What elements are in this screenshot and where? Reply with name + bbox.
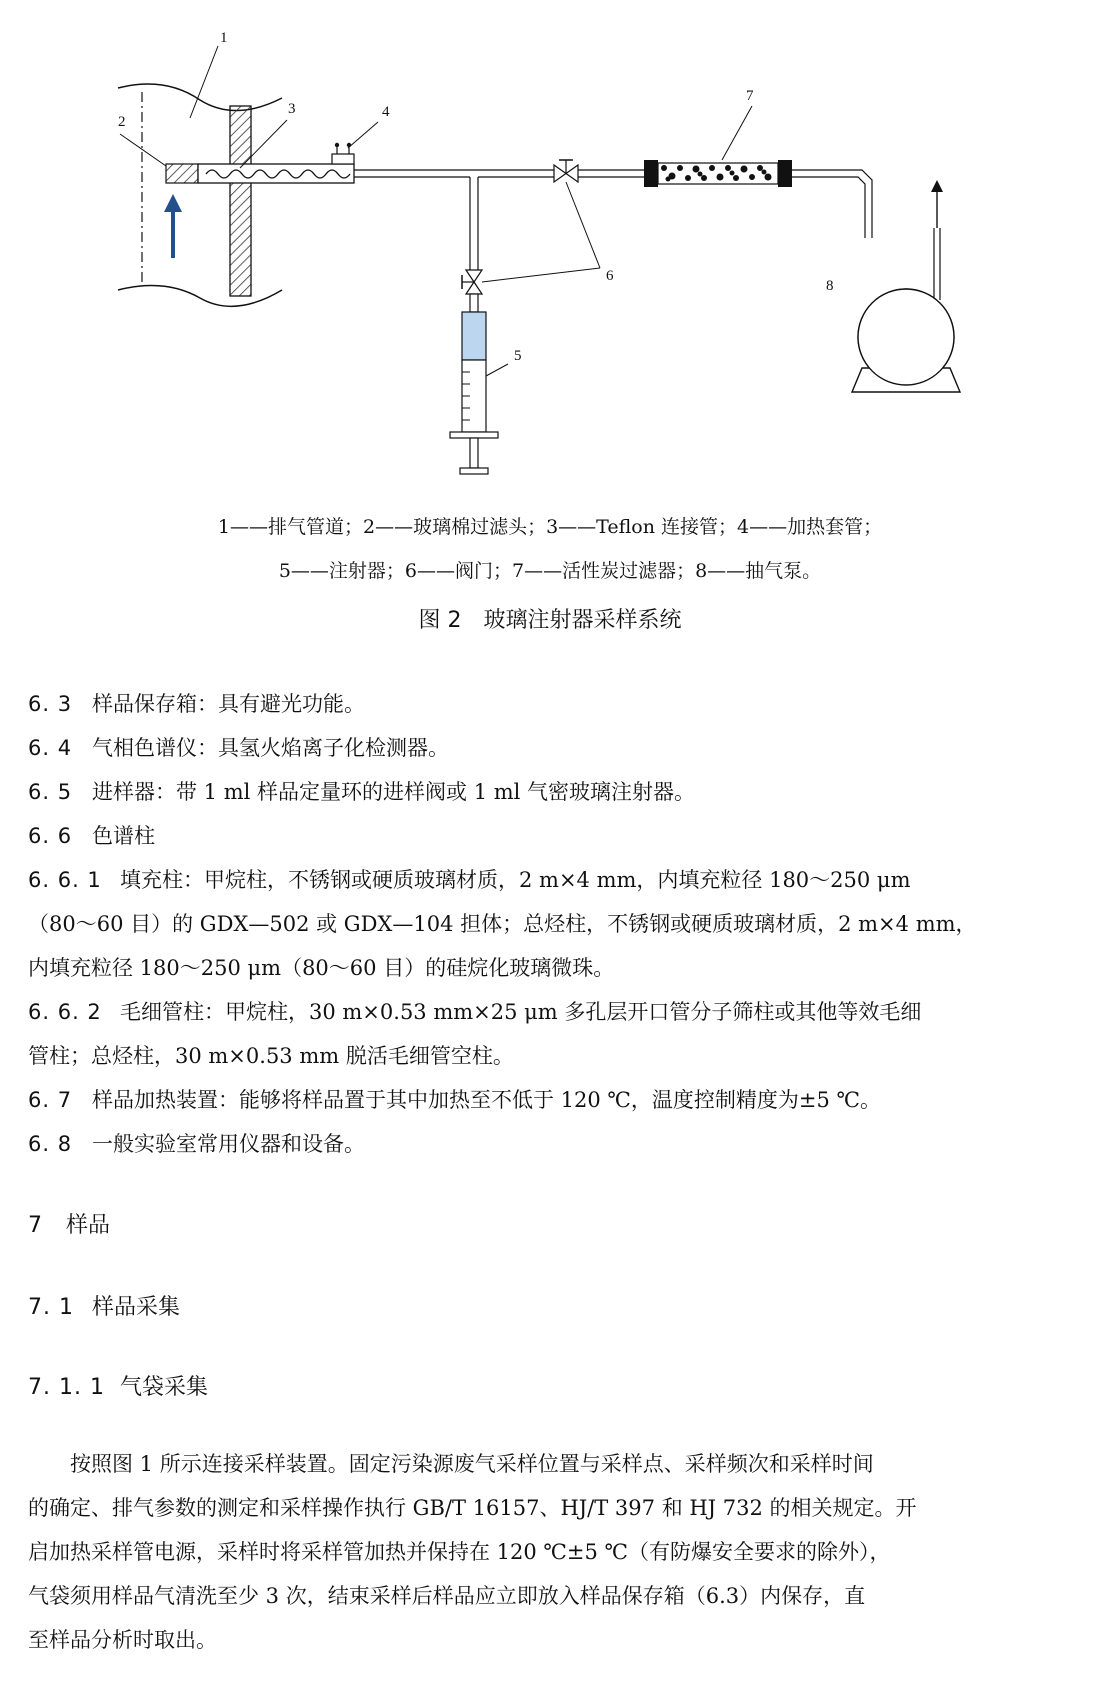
paragraph-line: 气袋须用样品气清洗至少 3 次，结束采样后样品应立即放入样品保存箱（6.3）内保存，直 [28,1584,866,1608]
figure-caption: 图 2 玻璃注射器采样系统 [418,608,682,633]
item-text: 色谱柱 [92,824,155,848]
gas-line [354,170,872,270]
item-6-6-2-line-1 [28,998,1078,1026]
item-6-6-1-line-2: （80～60 目）的 GDX—502 或 GDX—104 担体；总烃柱，不锈钢或硬质玻璃材质，2 m×4 mm， [28,912,977,936]
item-number: 6. 3 [28,692,73,716]
part-label-5: 5 [514,348,522,364]
section-number: 7. 1. 1 [28,1375,105,1400]
item-6-3 [28,690,1078,718]
activated-carbon-filter [644,160,792,187]
item-number: 6. 5 [28,780,73,804]
item-text: 进样器：带 1 ml 样品定量环的进样阀或 1 ml 气密玻璃注射器。 [92,780,696,804]
part-label-8: 8 [826,278,834,294]
item-6-6 [28,822,1078,850]
suction-pump [852,180,960,392]
item-6-7 [28,1086,1078,1114]
part-label-4: 4 [382,104,390,120]
item-number: 6. 6 [28,824,73,848]
item-6-4 [28,734,1078,762]
figure-legend-line-2: 5——注射器；6——阀门；7——活性炭过滤器；8——抽气泵。 [278,560,822,582]
item-6-6-1-line-3: 内填充粒径 180～250 μm（80～60 目）的硅烷化玻璃微珠。 [28,956,615,980]
duct-wall [230,106,251,296]
item-number: 6. 7 [28,1088,73,1112]
item-text: 气相色谱仪：具氢火焰离子化检测器。 [92,736,449,760]
paragraph-line: 按照图 1 所示连接采样装置。固定污染源废气采样位置与采样点、采样频次和采样时间 [28,1452,874,1476]
paragraph-line: 启加热采样管电源，采样时将采样管加热并保持在 120 ℃±5 ℃（有防爆安全要求的除外）， [28,1540,891,1564]
part-label-3: 3 [288,101,296,117]
item-number: 6. 6. 1 [28,868,102,892]
section-7-heading [28,1212,1078,1240]
item-6-8 [28,1130,1078,1158]
part-label-6: 6 [606,268,614,284]
item-text: 样品保存箱：具有避光功能。 [92,692,365,716]
item-6-6-1-line-1 [28,866,1078,894]
teflon-tube [198,164,354,183]
part-label-1: 1 [220,30,228,46]
paragraph-line: 的确定、排气参数的测定和采样操作执行 GB/T 16157、HJ/T 397 和 HJ 732 的相关规定。开 [28,1496,917,1520]
item-6-6-2-line-2: 管柱；总烃柱，30 m×0.53 mm 脱活毛细管空柱。 [28,1044,514,1068]
flow-arrow [164,194,182,258]
item-number: 6. 4 [28,736,73,760]
part-label-2: 2 [118,114,126,130]
part-label-7: 7 [746,88,754,104]
exhaust-duct [118,84,282,306]
section-title: 气袋采集 [120,1375,209,1400]
item-text: 填充柱：甲烷柱，不锈钢或硬质玻璃材质，2 m×4 mm，内填充粒径 180～250 μm [120,868,911,892]
syringe-valve [462,270,482,294]
item-text: 一般实验室常用仪器和设备。 [92,1132,365,1156]
section-7-1-1-heading [28,1374,1078,1402]
section-number: 7. 1 [28,1295,74,1320]
item-6-5 [28,778,1078,806]
glass-wool-filter [166,164,198,183]
item-text: 毛细管柱：甲烷柱，30 m×0.53 mm×25 μm 多孔层开口管分子筛柱或其他等效毛细 [120,1000,922,1024]
section-title: 样品 [66,1213,111,1238]
section-7-1-heading [28,1294,1078,1322]
section-number: 7 [28,1213,43,1238]
paragraph-line: 至样品分析时取出。 [28,1628,217,1652]
item-number: 6. 6. 2 [28,1000,102,1024]
glass-syringe [450,294,498,474]
section-title: 样品采集 [92,1295,181,1320]
sampling-paragraph [28,1442,1078,1662]
sampling-system-diagram [0,0,1100,490]
item-number: 6. 8 [28,1132,73,1156]
main-valve [554,160,578,182]
item-text: 样品加热装置：能够将样品置于其中加热至不低于 120 ℃，温度控制精度为±5 ℃。 [92,1088,882,1112]
figure-legend-line-1: 1——排气管道；2——玻璃棉过滤头；3——Teflon 连接管；4——加热套管； [217,516,883,538]
leader-lines [120,46,752,376]
